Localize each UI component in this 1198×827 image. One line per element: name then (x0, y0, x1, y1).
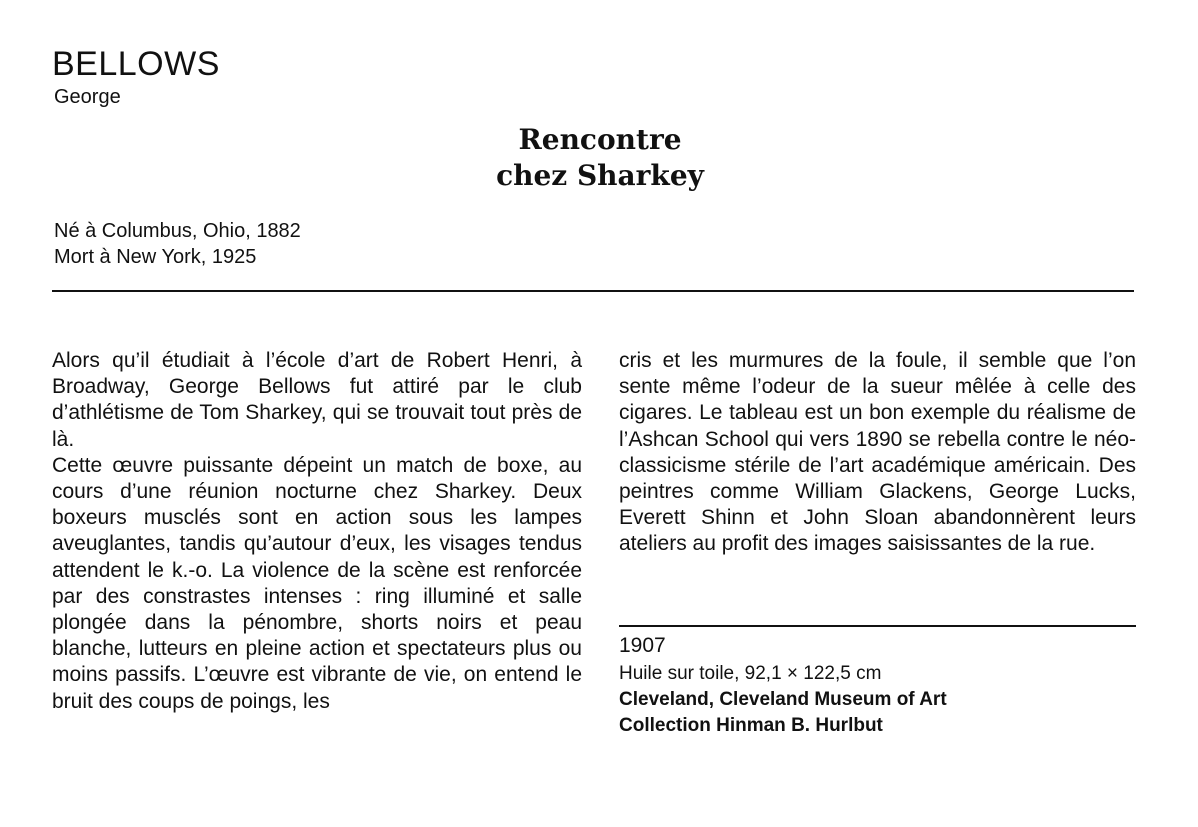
details-divider (619, 625, 1136, 627)
death-info: Mort à New York, 1925 (54, 246, 257, 268)
artwork-location: Cleveland, Cleveland Museum of Art (619, 689, 947, 710)
artist-given-name: George (54, 86, 121, 108)
artwork-collection: Collection Hinman B. Hurlbut (619, 715, 883, 736)
birth-info: Né à Columbus, Ohio, 1882 (54, 220, 301, 242)
artwork-medium: Huile sur toile, 92,1 × 122,5 cm (619, 663, 882, 684)
artwork-year: 1907 (619, 634, 666, 657)
paragraph-continuation: cris et les murmures de la foule, il semble que l’on sente même l’odeur de la sueur mêlée à celle des cigares. Le tableau est un bon exemple du réalisme de l’Ashcan School qui vers 1890 se rebella contre le néo-classicisme stérile de l’art académique américain. Des peintres comme William Glackens, George Lucks, Everett Shinn et John Sloan abandonnèrent leurs ateliers au profit des images saisissantes de la rue. (619, 349, 1136, 556)
paragraph-intro: Alors qu’il étudiait à l’école d’art de Robert Henri, à Broadway, George Bellows fut attiré par le club d’athlétisme de Tom Sharkey, qui se trouvait tout près de là. (52, 349, 582, 451)
artwork-details (619, 633, 947, 739)
paragraph-description: Cette œuvre puissante dépeint un match de boxe, au cours d’une réunion nocturne chez Sharkey. Deux boxeurs musclés sont en action sous les lampes aveuglantes, tandis qu’autour d’eux, les visages tendus attendent le k.-o. La violence de la scène est renforcée par des constrastes intenses : ring illuminé et salle plongée dans la pénombre, shorts noirs et peau blanche, lutteurs en pleine action et spectateurs plus ou moins passifs. L’œuvre est vibrante de vie, on entend le bruit des coups de poings, les (52, 453, 582, 713)
artwork-title-line-1: Rencontre (518, 123, 682, 156)
header-divider (52, 290, 1134, 292)
artist-bio (54, 218, 301, 270)
artwork-title-line-2: chez Sharkey (496, 159, 704, 192)
artwork-title (430, 122, 770, 194)
text-column-right (619, 348, 1136, 558)
artist-surname: BELLOWS (52, 45, 220, 83)
text-column-left (52, 348, 582, 715)
